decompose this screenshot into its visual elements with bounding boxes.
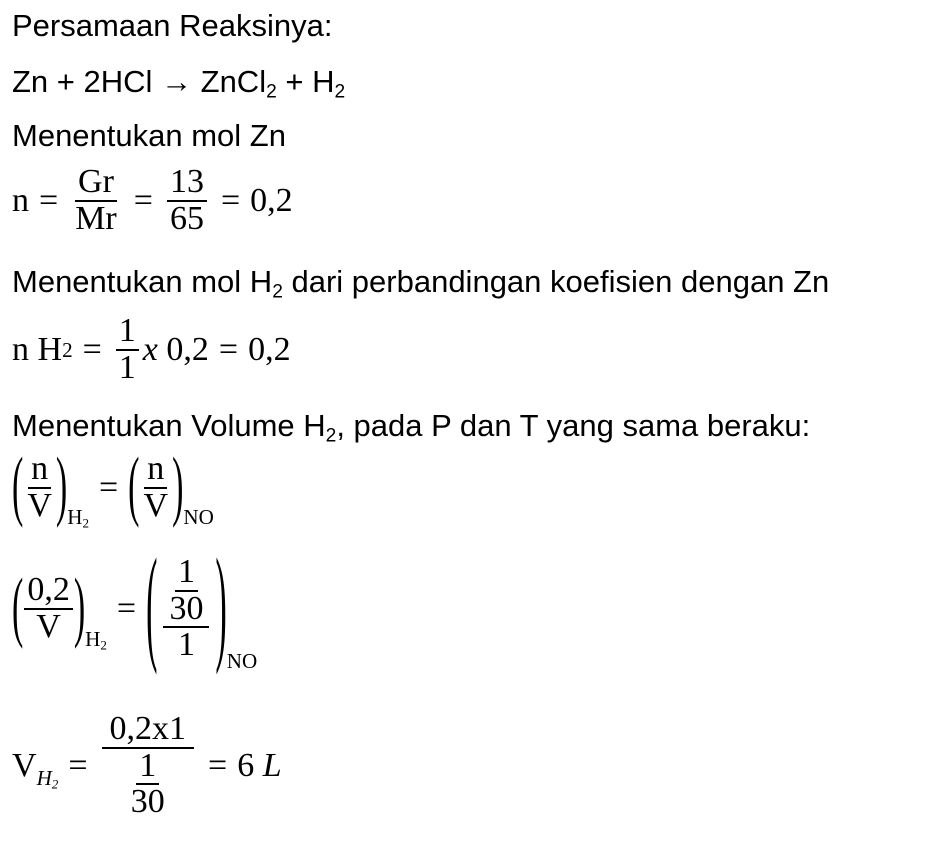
- text: , pada P dan T yang sama beraku:: [336, 408, 811, 443]
- right-paren: ): [55, 443, 68, 530]
- subscript: 2: [266, 81, 277, 103]
- fraction-n-v: [24, 452, 55, 523]
- numerator: [102, 712, 195, 749]
- denominator: V: [36, 608, 61, 645]
- left-paren: (: [12, 443, 24, 530]
- text: H: [36, 765, 52, 790]
- fraction-n-v: [141, 452, 172, 523]
- fraction-1-30: [128, 746, 168, 821]
- numerator: 13: [167, 165, 207, 202]
- eq2-lhs: n H: [12, 330, 63, 368]
- denominator: 1: [118, 348, 136, 386]
- numerator: 1: [175, 555, 198, 592]
- value: 0,2: [166, 330, 209, 368]
- numerator: n: [144, 452, 167, 489]
- equals-sign: =: [220, 181, 241, 219]
- denominator: V: [143, 486, 169, 524]
- numerator: 1: [116, 314, 139, 351]
- right-paren: ): [73, 565, 86, 651]
- text: Persamaan Reaksinya:: [12, 8, 333, 43]
- equals-sign: =: [116, 590, 137, 627]
- fraction-02-v: [24, 573, 73, 644]
- volume-symbol: V: [12, 747, 37, 784]
- equation-ratio: [12, 443, 214, 531]
- fraction-1-1: [116, 314, 139, 385]
- equation-mol-zn: [12, 165, 293, 236]
- left-paren: (: [146, 536, 158, 678]
- left-paren: (: [128, 443, 140, 530]
- subscript: 2: [82, 515, 89, 531]
- eq1-lhs: n: [12, 181, 29, 219]
- reaction-equation: [12, 64, 346, 103]
- equation-ratio-values: [12, 536, 258, 678]
- unit: L: [262, 747, 282, 784]
- numerator: 1: [136, 749, 159, 786]
- right-paren: ): [215, 536, 227, 678]
- subscript: 2: [334, 81, 346, 103]
- denominator: 30: [130, 783, 165, 821]
- numerator: [163, 555, 209, 628]
- text: 0,2x1: [109, 710, 187, 747]
- fraction-gr-mr: [72, 165, 120, 236]
- times-x: x: [142, 330, 158, 368]
- subscript-no: NO: [226, 648, 258, 673]
- subscript-h2: [67, 505, 89, 530]
- equals-sign: =: [208, 747, 228, 784]
- text: H: [85, 626, 101, 651]
- numerator: n: [28, 452, 51, 489]
- denominator: 65: [169, 199, 204, 237]
- subscript: 2: [51, 776, 59, 792]
- fraction-1-30: [166, 555, 206, 626]
- numerator: Gr: [75, 165, 117, 202]
- heading-reaction-equation: [12, 8, 333, 44]
- heading-volume-h2: [12, 408, 811, 447]
- text: Menentukan mol H: [12, 264, 273, 299]
- equals-sign: =: [98, 468, 119, 506]
- compound-fraction: [163, 555, 209, 663]
- denominator: [125, 746, 171, 821]
- result: 0,2: [250, 181, 293, 219]
- subscript-h2: [85, 627, 107, 652]
- text: Menentukan mol Zn: [12, 118, 286, 153]
- text: Menentukan Volume H: [12, 408, 326, 443]
- equation-mol-h2: n H 2 = $\frac{1}{1}$ x 0,2 = 0,2: [12, 312, 291, 386]
- subscript: 2: [100, 637, 107, 653]
- subscript-h2: [37, 766, 59, 791]
- heading-mol-zn: [12, 118, 286, 154]
- heading-mol-h2: [12, 264, 830, 303]
- text: Zn + 2HCl → ZnCl: [12, 64, 267, 99]
- fraction-13-65: [167, 165, 207, 236]
- denominator: 30: [169, 589, 204, 627]
- numerator: 0,2: [24, 573, 73, 610]
- equals-sign: =: [68, 747, 88, 784]
- denominator: Mr: [75, 199, 117, 237]
- denominator: V: [27, 486, 52, 524]
- denominator: 1: [177, 626, 195, 664]
- equals-sign: =: [39, 181, 59, 219]
- result: 6: [237, 747, 255, 784]
- equals-sign: =: [133, 181, 153, 219]
- left-paren: (: [12, 565, 24, 651]
- subscript: 2: [325, 425, 337, 447]
- text: dari perbandingan koefisien dengan Zn: [282, 264, 830, 299]
- compound-fraction: [102, 712, 195, 820]
- text: + H: [276, 64, 335, 99]
- equation-volume: [12, 712, 282, 820]
- subscript-no: NO: [183, 505, 214, 530]
- right-paren: ): [172, 443, 184, 530]
- result: 0,2: [248, 330, 291, 368]
- equals-sign: =: [218, 330, 239, 368]
- subscript: 2: [272, 281, 283, 303]
- equals-sign: =: [82, 330, 102, 368]
- text: H: [67, 505, 83, 530]
